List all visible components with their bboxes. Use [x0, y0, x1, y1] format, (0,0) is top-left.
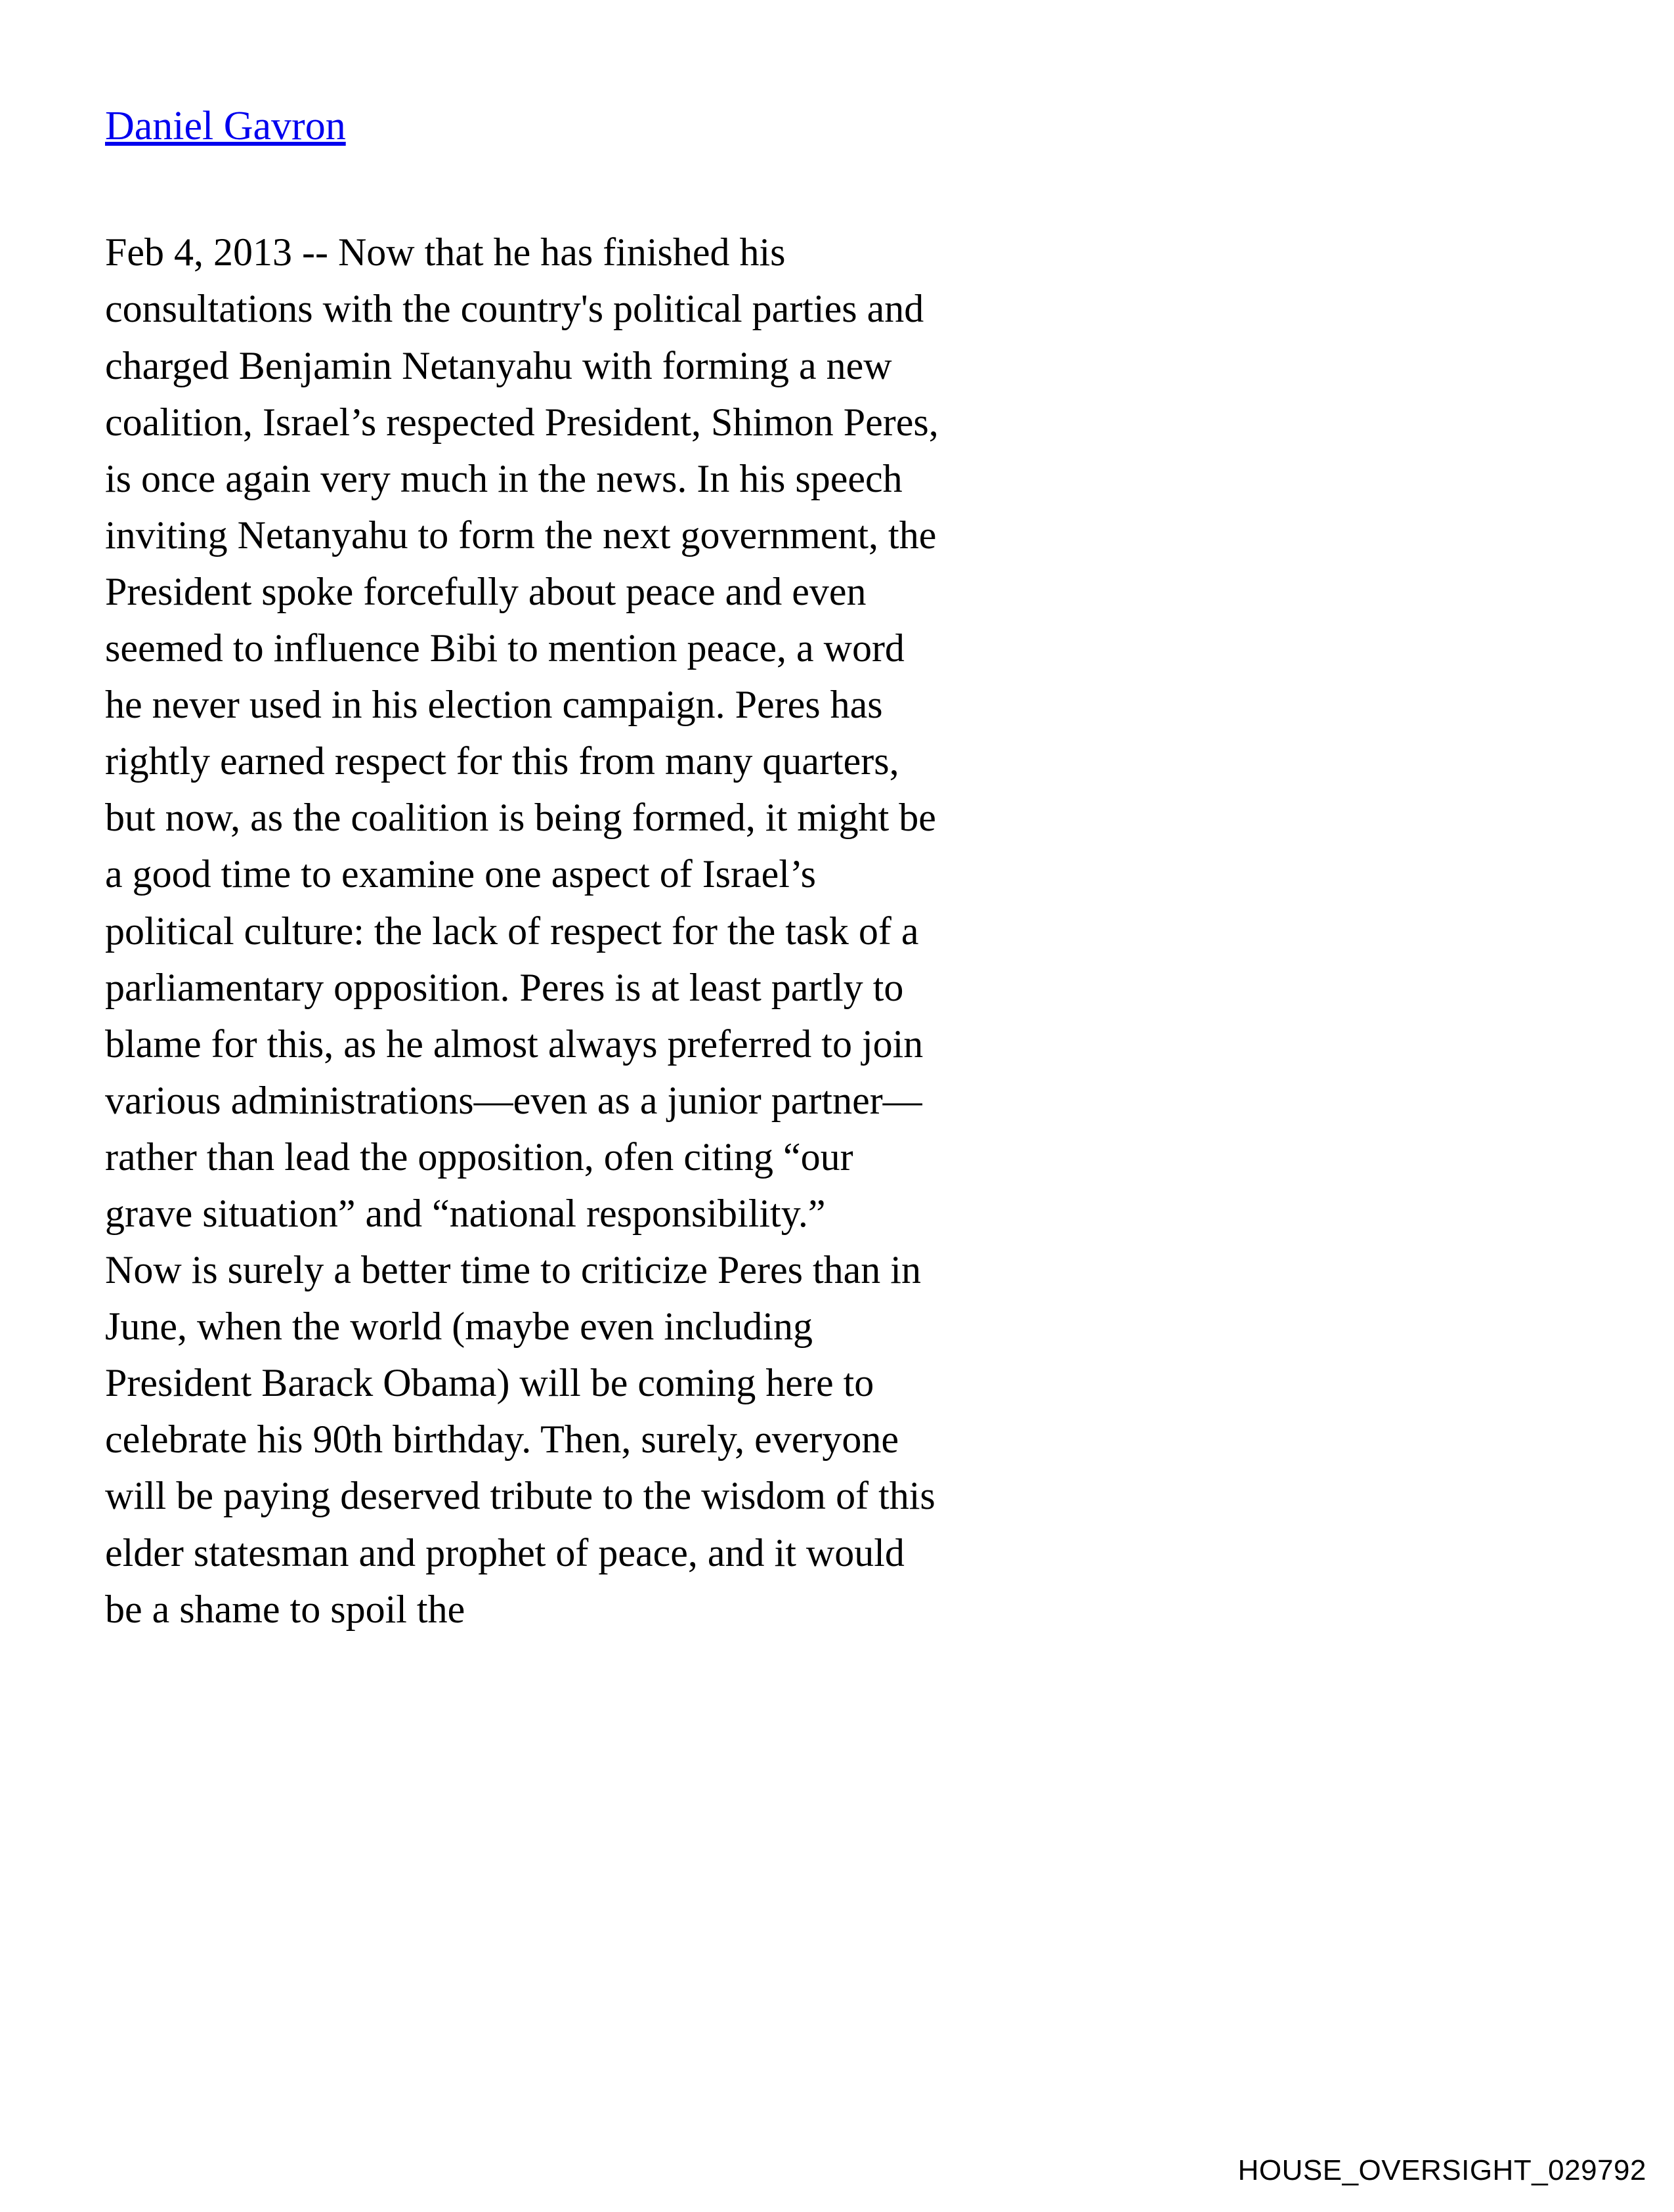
author-link[interactable]: Daniel Gavron	[105, 104, 346, 148]
bates-number: HOUSE_OVERSIGHT_029792	[1237, 2154, 1646, 2186]
body-text: Feb 4, 2013 -- Now that he has finished his consultations with the country's political parties and charged Benjamin Netanyahu with forming a new coalition, Israel’s respected President, Shimon Peres, is once again very much in the news. In his speech inviting Netanyahu to form the next government, the President spoke forcefully about peace and even seemed to influence Bibi to mention peace, a word he never used in his election campaign. Peres has rightly earned respect for this from many quarters, but now, as the coalition is being formed, it might be a good time to examine one aspect of Israel’s political culture: the lack of respect for the task of a parliamentary opposition. Peres is at least partly to blame for this, as he almost always preferred to join various administrations—even as a junior partner—rather than lead the opposition, ofen citing “our grave situation” and “national responsibility.” Now is surely a better time to criticize Peres than in June, when the world (maybe even including President Barack Obama) will be coming here to celebrate his 90th birthday. Then, surely, everyone will be paying deserved tribute to the wisdom of this elder statesman and prophet of peace, and it would be a shame to spoil the	[105, 230, 949, 1631]
document-content	[105, 102, 958, 1637]
